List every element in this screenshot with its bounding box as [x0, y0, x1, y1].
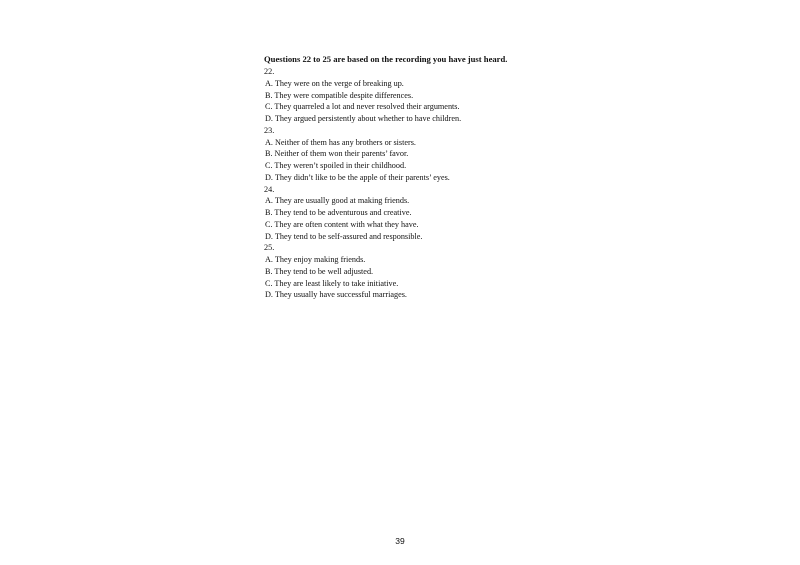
question-22: [264, 66, 604, 125]
option-c: C. They weren’t spoiled in their childhood.: [265, 161, 407, 170]
option-d: D. They argued persistently about whether to have children.: [265, 114, 462, 123]
page-number: 39: [395, 536, 405, 546]
option-d: D. They usually have successful marriages.: [265, 290, 407, 300]
option-a: A. They are usually good at making friends.: [265, 196, 410, 206]
section-heading: Questions 22 to 25 are based on the recording you have just heard.: [264, 54, 508, 64]
question-number: 23.: [264, 125, 275, 135]
question-number: 22.: [264, 67, 275, 76]
question-24: [264, 184, 604, 243]
option-b: B. They tend to be well adjusted.: [265, 266, 374, 276]
option-b: B. They were compatible despite differences.: [265, 90, 414, 100]
question-block: [264, 54, 604, 301]
question-number: 24.: [264, 184, 275, 194]
option-a: A. Neither of them has any brothers or sisters.: [265, 137, 416, 147]
option-c: C. They are least likely to take initiative.: [265, 278, 399, 288]
question-number: 25.: [264, 243, 275, 253]
option-a: A. They were on the verge of breaking up.: [265, 78, 404, 88]
option-d: D. They tend to be self-assured and responsible.: [265, 231, 423, 241]
question-25: [264, 242, 604, 301]
option-d: D. They didn’t like to be the apple of their parents’ eyes.: [265, 172, 450, 182]
option-b: B. They tend to be adventurous and creative.: [265, 208, 412, 217]
option-a: A. They enjoy making friends.: [265, 255, 366, 264]
question-23: [264, 125, 604, 184]
option-c: C. They are often content with what they have.: [265, 219, 419, 229]
option-b: B. Neither of them won their parents’ favor.: [265, 149, 409, 159]
option-c: C. They quarreled a lot and never resolved their arguments.: [265, 102, 460, 112]
